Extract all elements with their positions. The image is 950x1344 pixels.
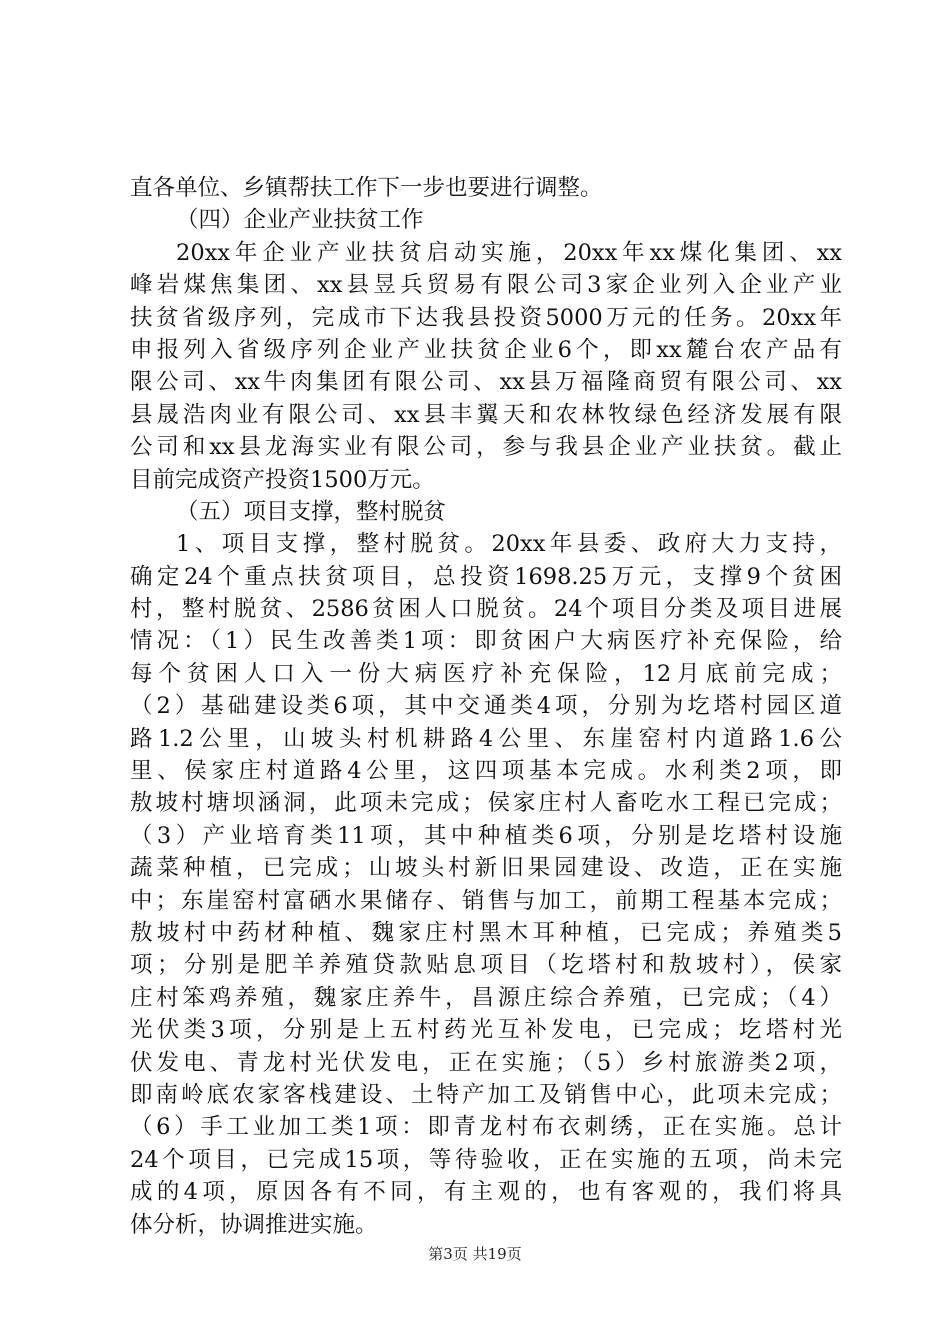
text-line: 项；分别是肥羊养殖贷款贴息项目（圪塔村和敖坡村），侯家 [130,952,842,979]
text-line: 扶贫省级序列，完成市下达我县投资5000万元的任务。20xx年 [130,304,842,331]
text-line: 确定24个重点扶贫项目，总投资1698.25万元，支撑9个贫困 [130,563,842,590]
page-footer: 第3页 共19页 [428,1245,522,1263]
text-line: 情况：（1）民生改善类1项：即贫困户大病医疗补充保险，给 [130,628,842,655]
text-line: 村，整村脱贫、2586贫困人口脱贫。24个项目分类及项目进展 [130,596,842,623]
text-line: 敖坡村中药材种植、魏家庄村黑木耳种植，已完成；养殖类5 [130,919,842,946]
text-line: （四）企业产业扶贫工作 [176,207,424,234]
text-line: 县晟浩肉业有限公司、xx县丰翼天和农林牧绿色经济发展有限 [130,401,842,428]
text-line: 中；东崖窑村富硒水果储存、销售与加工，前期工程基本完成； [130,887,842,914]
text-line: 目前完成资产投资1500万元。 [130,466,435,493]
text-line: 庄村笨鸡养殖，魏家庄养牛，昌源庄综合养殖，已完成；（4） [130,984,842,1011]
text-line: 1、项目支撑，整村脱贫。20xx年县委、政府大力支持， [176,531,842,558]
text-line: 每个贫困人口入一份大病医疗补充保险，12月底前完成； [130,660,842,687]
text-line: 体分析，协调推进实施。 [130,1211,378,1238]
text-line: （五）项目支撑，整村脱贫 [176,498,447,525]
text-line: 路1.2公里，山坡头村机耕路4公里、东崖窑村内道路1.6公 [130,725,842,752]
text-line: 直各单位、乡镇帮扶工作下一步也要进行调整。 [130,175,603,201]
text-line: 光伏类3项，分别是上五村药光互补发电，已完成；圪塔村光 [130,1017,842,1044]
text-line: 公司和xx县龙海实业有限公司，参与我县企业产业扶贫。截止 [130,434,842,461]
text-line: 限公司、xx牛肉集团有限公司、xx县万福隆商贸有限公司、xx [130,369,842,396]
text-line: 即南岭底农家客栈建设、土特产加工及销售中心，此项未完成； [130,1081,842,1108]
text-line: 申报列入省级序列企业产业扶贫企业6个，即xx麓台农产品有 [130,336,842,363]
text-line: （2）基础建设类6项，其中交通类4项，分别为圪塔村园区道 [130,693,842,720]
text-line: （3）产业培育类11项，其中种植类6项，分别是圪塔村设施 [130,822,842,849]
document-body [130,172,842,1241]
text-line: 伏发电、青龙村光伏发电，正在实施；（5）乡村旅游类2项， [130,1049,842,1076]
text-line: 峰岩煤焦集团、xx县昱兵贸易有限公司3家企业列入企业产业 [130,272,842,299]
text-line: 里、侯家庄村道路4公里，这四项基本完成。水利类2项，即 [130,758,842,785]
text-line: 蔬菜种植，已完成；山坡头村新旧果园建设、改造，正在实施 [130,855,842,882]
text-line: 成的4项，原因各有不同，有主观的，也有客观的，我们将具 [130,1179,842,1206]
text-line: 20xx年企业产业扶贫启动实施，20xx年xx煤化集团、xx [176,239,842,266]
text-line: （6）手工业加工类1项：即青龙村布衣刺绣，正在实施。总计 [130,1114,842,1141]
text-line: 24个项目，已完成15项，等待验收，正在实施的五项，尚未完 [130,1146,842,1173]
text-line: 敖坡村塘坝涵洞，此项未完成；侯家庄村人畜吃水工程已完成； [130,790,842,817]
